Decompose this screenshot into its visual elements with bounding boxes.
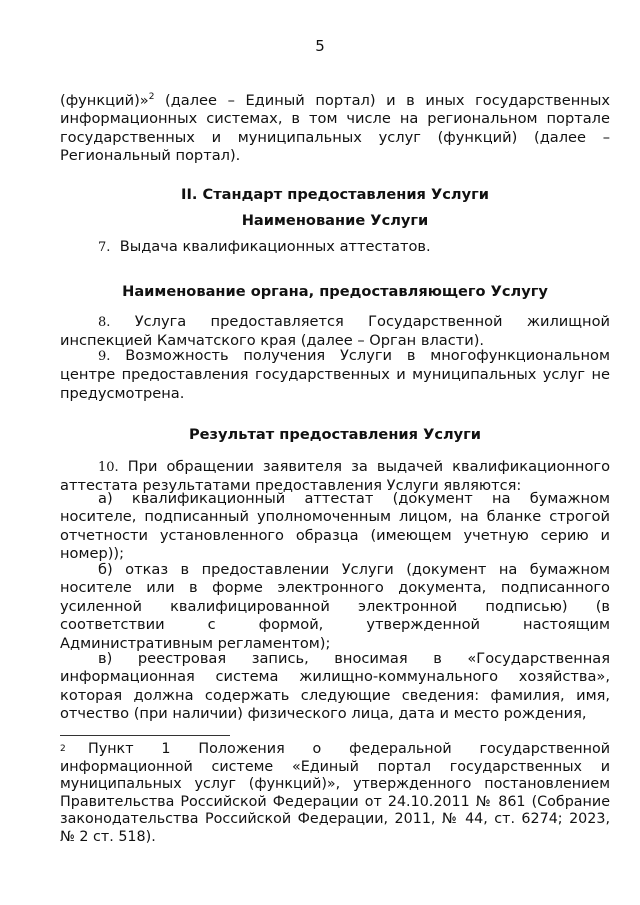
subparagraph-v-text: реестровая запись, вносимая в «Государственная информационная система жилищно-коммунального хозяйства», которая должна содержать следующие сведения: фамилия, имя, отчество (при наличии) физического лица, дата и место рождения,	[60, 650, 610, 723]
paragraph-9-text: Возможность получения Услуги в многофункциональном центре предоставления государственных и муниципальных услуг не предусмотрена.	[60, 347, 611, 402]
subparagraph-a-label: а)	[98, 490, 113, 507]
footnote-ref[interactable]: 2	[148, 92, 155, 103]
subparagraph-b	[60, 561, 610, 653]
heading-service-name: Наименование Услуги	[241, 212, 429, 229]
heading-result: Результат предоставления Услуги	[188, 426, 482, 443]
paragraph-9	[60, 347, 610, 403]
paragraph-10-text: При обращении заявителя за выдачей квалификационного аттестата результатами предоставления Услуги являются:	[60, 458, 610, 495]
page-number: 5	[315, 37, 325, 55]
paragraph-8-text: Услуга предоставляется Государственной жилищной инспекцией Камчатского края (далее – Орган власти).	[60, 313, 610, 350]
paragraph-7	[60, 238, 610, 257]
heading-authority: Наименование органа, предоставляющего Услугу	[122, 283, 548, 300]
paragraph-7-text: Выдача квалификационных аттестатов.	[119, 238, 431, 255]
paragraph-8-number: 8.	[98, 315, 111, 330]
footnote-mark: 2	[60, 744, 66, 754]
intro-rest: (далее – Единый портал) и в иных государственных информационных системах, в том числе на региональном портале государственных и муниципальных услуг (функций) (далее – Региональный портал).	[60, 92, 610, 165]
subparagraph-b-text: отказ в предоставлении Услуги (документ на бумажном носителе или в форме электронного документа, подписанного усиленной квалифицированной электронной подписью) (в соответствии с формой, утвержденной настоящим Административным регламентом);	[60, 561, 611, 652]
paragraph-9-number: 9.	[98, 349, 111, 364]
paragraph-10-number: 10.	[98, 460, 119, 475]
subparagraph-b-label: б)	[98, 561, 113, 578]
footnote	[60, 741, 610, 847]
paragraph-7-number: 7.	[98, 240, 111, 255]
footnote-separator	[60, 735, 230, 736]
section-title: II. Стандарт предоставления Услуги	[181, 186, 489, 203]
intro-text: (функций)»	[60, 92, 149, 109]
footnote-text: Пункт 1 Положения о федеральной государственной информационной системе «Единый портал государственных и муниципальных услуг (функций)», утвержденного постановлением Правительства Российской Федерации от 24.10.2011 № 861 (Собрание законодательства Российской Федерации, 2011, № 44, ст. 6274; 2023, № 2 ст. 518).	[60, 741, 610, 845]
subparagraph-a-text: квалификационный аттестат (документ на бумажном носителе, подписанный уполномоченным лицом, на бланке строгой отчетности установленного образца (имеющем учетную серию и номер));	[60, 490, 610, 563]
subparagraph-a	[60, 490, 610, 564]
paragraph-8	[60, 313, 610, 351]
subparagraph-v-label: в)	[98, 650, 113, 667]
subparagraph-v	[60, 650, 610, 724]
intro-paragraph	[60, 92, 610, 166]
